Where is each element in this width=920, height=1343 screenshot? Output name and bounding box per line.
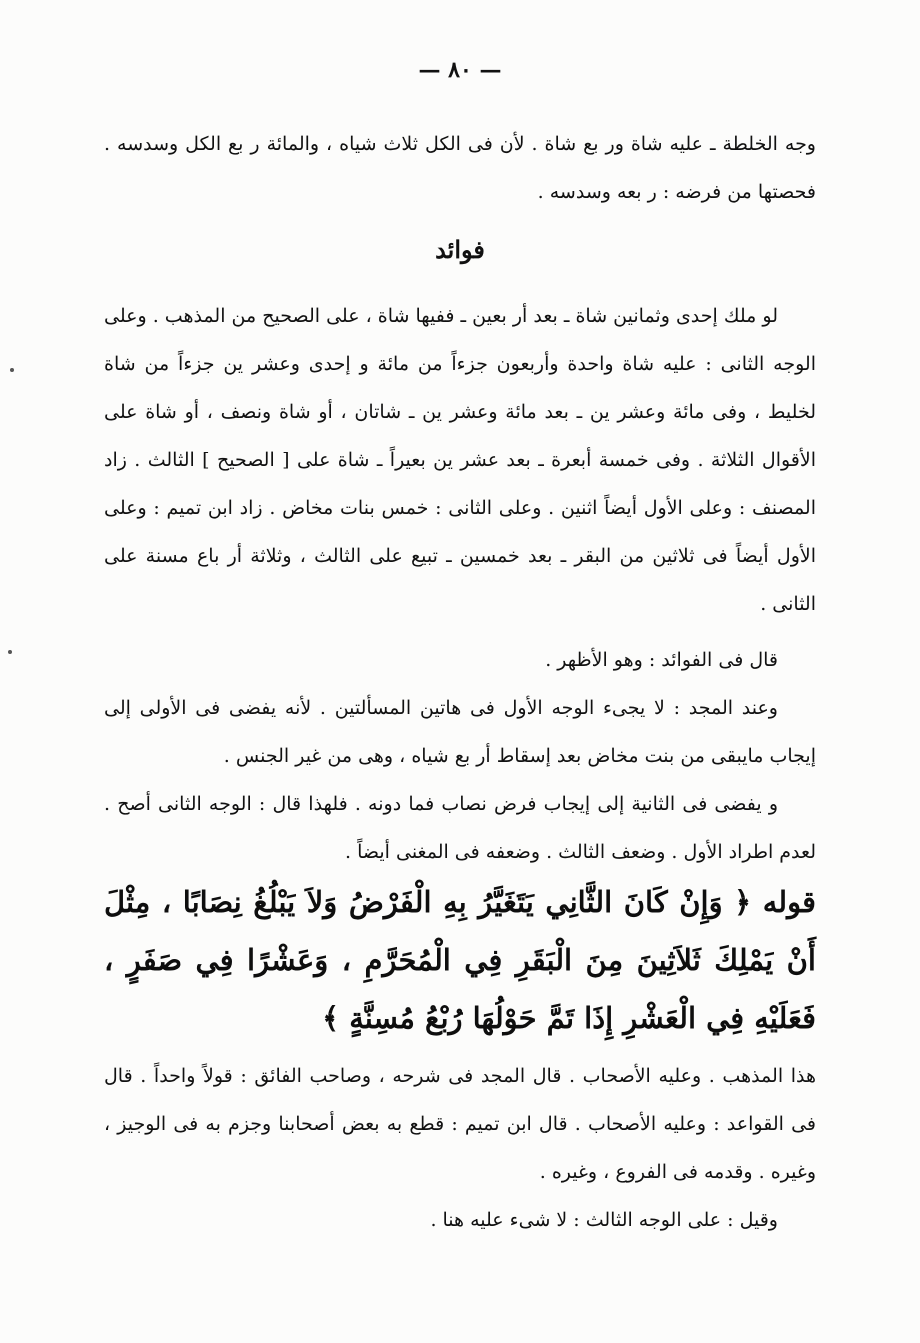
paragraph-fawaid: لو ملك إحدى وثمانين شاة ـ بعد أر بعين ـ ففيها شاة ، على الصحيح من المذهب . وعلى الوجه الثانى : عليه شاة واحدة وأربعون جزءاً من مائة و إحدى وعشر ين جزءاً من شاة لخليط ، وفى مائة وعشر ين ـ بعد مائة وعشر ين ـ شاتان ، أو شاة ونصف ، أو شاة على الأقوال الثلاثة . وفى خمسة أبعرة ـ بعد عشر ين بعيراً ـ شاة على [ الصحيح ] الثالث . زاد المصنف : وعلى الأول أيضاً اثنين . وعلى الثانى : خمس بنات مخاض . زاد ابن تميم : وعلى الأول أيضاً فى ثلاثين من البقر ـ بعد خمسين ـ تبيع على الثالث ، وثلاثة أر باع مسنة على الثانى .	[104, 305, 816, 615]
margin-speck	[8, 650, 12, 654]
margin-speck	[10, 368, 14, 372]
paragraph-qil: وقيل : على الوجه الثالث : لا شىء عليه هنا .	[430, 1209, 778, 1231]
paragraph-qal: قال فى الفوائد : وهو الأظهر .	[545, 649, 778, 671]
paragraph-thaniya: و يفضى فى الثانية إلى إيجاب فرض نصاب فما دونه . فلهذا قال : الوجه الثانى أصح . لعدم اطراد الأول . وضعف الثالث . وضعفه فى المغنى أيضاً .	[104, 793, 816, 863]
quoted-matn: قوله ﴿ وَإِنْ كَانَ الثَّانِي يَتَغَيَّرُ بِهِ الْفَرْضُ وَلاَ يَبْلُغُ نِصَابًا ، مِثْلَ أَنْ يَمْلِكَ ثَلاَثِينَ مِنَ الْبَقَرِ فِي الْمُحَرَّمِ ، وَعَشْرًا فِي صَفَرٍ ، فَعَلَيْهِ فِي الْعَشْرِ إِذَا تَمَّ حَوْلُهَا رُبْعُ مُسِنَّةٍ ﴾	[104, 885, 816, 1035]
section-title: فوائد	[435, 235, 485, 264]
paragraph-madhhab: هذا المذهب . وعليه الأصحاب . قال المجد فى شرحه ، وصاحب الفائق : قولاً واحداً . قال فى القواعد : وعليه الأصحاب . قال ابن تميم : قطع به بعض أصحابنا وجزم به فى الوجيز ، وغيره . وقدمه فى الفروع ، وغيره .	[104, 1065, 816, 1183]
top-paragraph: وجه الخلطة ـ عليه شاة ور بع شاة . لأن فى الكل ثلاث شياه ، والمائة ر بع الكل وسدسه . فحصتها من فرضه : ر بعه وسدسه .	[104, 133, 816, 203]
paragraph-majd: وعند المجد : لا يجىء الوجه الأول فى هاتين المسألتين . لأنه يفضى فى الأولى إلى إيجاب مايبقى من بنت مخاض بعد إسقاط أر بع شياه ، وهى من غير الجنس .	[104, 697, 816, 767]
page-number: — ٨٠ —	[418, 57, 502, 83]
